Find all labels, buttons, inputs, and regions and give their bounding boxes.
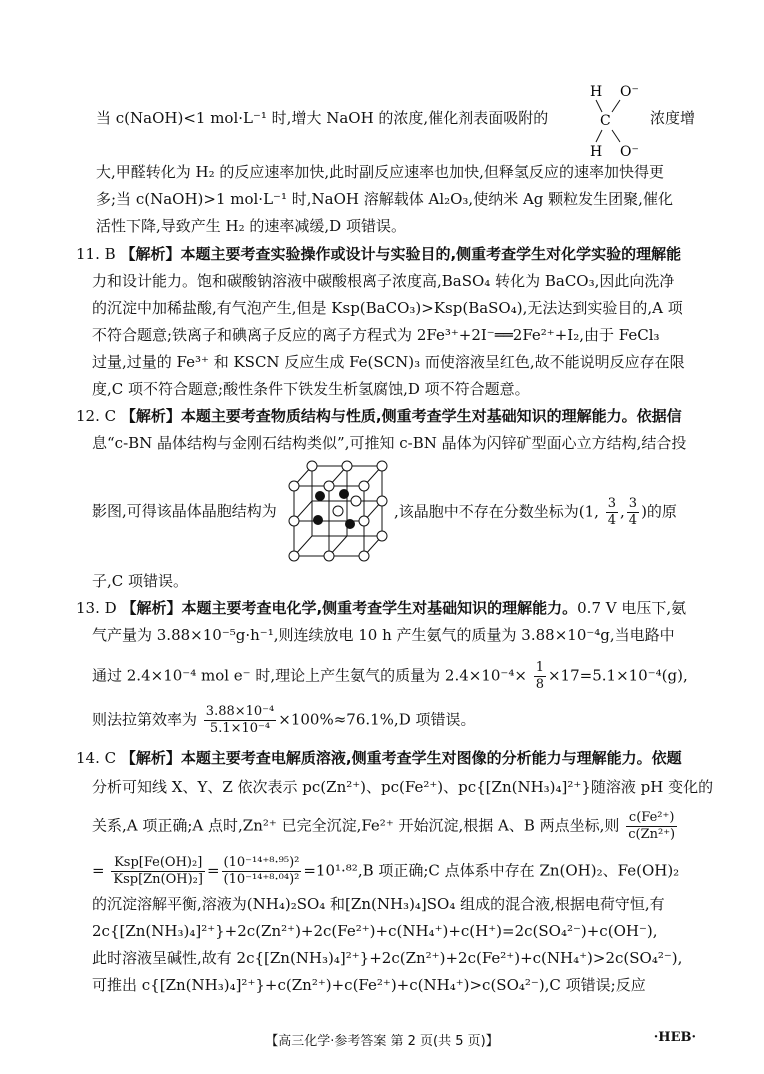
text-line: 不符合题意;铁离子和碘离子反应的离子方程式为 2Fe³⁺+2I⁻══2Fe²⁺+I₂,由于 FeCl₃: [92, 326, 660, 344]
atom-c: C: [600, 113, 611, 129]
fraction: [204, 704, 276, 737]
text-line: 子,C 项错误。: [92, 572, 189, 590]
text-line: [92, 810, 679, 843]
text-line: 气产量为 3.88×10⁻⁵g·h⁻¹,则连续放电 10 h 产生氨气的质量为 3.88×10⁻⁴g,当电路中: [92, 626, 675, 644]
atom-h: H: [590, 84, 603, 100]
line-part: 0.7 V 电压下,氨: [577, 599, 687, 617]
page-footer: 【高三化学·参考答案 第 2 页(共 5 页)】: [265, 1034, 499, 1049]
fraction: [626, 810, 677, 843]
fraction: [534, 660, 546, 693]
text-line: 可推出 c{[Zn(NH₃)₄]²⁺}+c(Zn²⁺)+c(Fe²⁺)+c(NH₄⁺)>c(SO₄²⁻),C 项错误;反应: [92, 976, 646, 994]
formaldehyde-anion-structure: [562, 80, 642, 160]
text-line: 多;当 c(NaOH)>1 mol·L⁻¹ 时,NaOH 溶解载体 Al₂O₃,使纳米 Ag 颗粒发生团聚,催化: [96, 190, 673, 208]
line-part: 通过 2.4×10⁻⁴ mol e⁻ 时,理论上产生氨气的质量为 2.4×10⁻⁴×: [92, 666, 527, 685]
text-line: 2c{[Zn(NH₃)₄]²⁺}+2c(Zn²⁺)+2c(Fe²⁺)+c(NH₄⁺)+c(H⁺)=2c(SO₄²⁻)+c(OH⁻),: [92, 922, 658, 940]
text-line: ,该晶胞中不存在分数坐标为(1, $\frac{3}{4}$ , $\frac{3}{4}$ )的原: [394, 496, 677, 528]
text-line: 过量,过量的 Fe³⁺ 和 KSCN 反应生成 Fe(SCN)₃ 而使溶液呈红色,故不能说明反应存在限: [92, 353, 685, 371]
text-line: 度,C 项不符合题意;酸性条件下铁发生析氢腐蚀,D 项不符合题意。: [92, 380, 530, 398]
text-line: 此时溶液呈碱性,故有 2c{[Zn(NH₃)₄]²⁺}+2c(Zn²⁺)+2c(Fe²⁺)+c(NH₄⁺)>2c(SO₄²⁻),: [92, 949, 683, 967]
denominator: c(Zn²⁺): [628, 827, 676, 842]
question-14: [76, 747, 682, 769]
line-part: =: [92, 861, 105, 880]
numerator: 3.88×10⁻⁴: [205, 704, 275, 719]
text-line: [92, 500, 277, 522]
question-13: [76, 597, 686, 619]
question-11: [76, 243, 681, 265]
line-part: 关系,A 项正确;A 点时,Zn²⁺ 已完全沉淀,Fe²⁺ 开始沉淀,根据 A、B 两点坐标,则: [92, 816, 620, 835]
line-part: ×100%≈76.1%,D 项错误。: [278, 710, 476, 729]
atom-h: H: [590, 144, 603, 160]
denominator: 4: [628, 513, 638, 528]
text-line: 活性下降,导致产生 H₂ 的速率减缓,D 项错误。: [96, 217, 406, 235]
analysis-heading: 【解析】本题主要考查物质结构与性质,侧重考查学生对基础知识的理解能力。依据信: [120, 407, 682, 425]
numerator: c(Fe²⁺): [626, 810, 677, 827]
question-number: 12. C: [76, 407, 117, 425]
analysis-heading: 【解析】本题主要考查电化学,侧重考查学生对基础知识的理解能力。: [121, 599, 578, 617]
text-line: [96, 107, 548, 129]
numerator: 3: [607, 496, 616, 511]
text-line: [92, 660, 688, 693]
text-line: 息“c-BN 晶体结构与金刚石结构类似”,可推知 c-BN 晶体为闪锌矿型面心立方结构,结合投: [92, 434, 687, 452]
text-line: 大,甲醛转化为 H₂ 的反应速率加快,此时副反应速率也加快,但释氢反应的速率加快得更: [96, 163, 664, 181]
fraction: [222, 855, 302, 888]
numerator: 1: [535, 660, 544, 675]
text-line: 的沉淀溶解平衡,溶液为(NH₄)₂SO₄ 和[Zn(NH₃)₄]SO₄ 组成的混合液,根据电荷守恒,有: [92, 895, 665, 913]
text-line: [92, 855, 679, 888]
fraction: [627, 496, 639, 529]
bond: [612, 130, 620, 142]
denominator: Ksp[Zn(OH)₂]: [113, 872, 203, 887]
question-12: [76, 405, 682, 427]
line-part: ,该晶胞中不存在分数坐标为(1,: [394, 502, 599, 521]
text-line: 力和设计能力。饱和碳酸钠溶液中碳酸根离子浓度高,BaSO₄ 转化为 BaCO₃,因此向洗净: [92, 272, 675, 290]
bond: [612, 100, 620, 112]
bond: [596, 130, 602, 142]
analysis-heading: 【解析】本题主要考查电解质溶液,侧重考查学生对图像的分析能力与理解能力。依题: [120, 749, 682, 767]
text-line: [92, 704, 475, 737]
numerator: (10⁻¹⁴⁺⁸·⁹⁵)²: [223, 855, 300, 870]
text-line: 的沉淀中加稀盐酸,有气泡产生,但是 Ksp(BaCO₃)>Ksp(BaSO₄),无法达到实验目的,A 项: [92, 299, 683, 317]
question-number: 11. B: [76, 245, 116, 263]
question-number: 13. D: [76, 599, 117, 617]
question-number: 14. C: [76, 749, 117, 767]
text-line: [650, 107, 695, 129]
document-code: ·HEB·: [653, 1030, 696, 1045]
crystal-cell-diagram: [288, 458, 388, 566]
denominator: 5.1×10⁻⁴: [209, 721, 271, 736]
line-part: 浓度增: [650, 109, 696, 127]
line-part: =10¹·⁸²,B 项正确;C 点体系中存在 Zn(OH)₂、Fe(OH)₂: [303, 861, 680, 880]
denominator: 4: [607, 513, 616, 528]
denominator: 8: [535, 677, 544, 692]
numerator: Ksp[Fe(OH)₂]: [111, 855, 205, 872]
line-part: )的原: [641, 502, 677, 521]
text-line: 分析可知线 X、Y、Z 依次表示 pc(Zn²⁺)、pc(Fe²⁺)、pc{[Zn(NH₃)₄]²⁺}随溶液 pH 变化的: [92, 778, 714, 796]
bond: [596, 100, 602, 112]
line-part: =: [206, 861, 220, 880]
line-part: 则法拉第效率为: [92, 710, 198, 729]
fraction: [606, 496, 618, 529]
atom-o: O⁻: [620, 84, 639, 100]
atom-o: O⁻: [620, 144, 639, 160]
fraction: [111, 855, 205, 888]
analysis-heading: 【解析】本题主要考查实验操作或设计与实验目的,侧重考查学生对化学实验的理解能: [120, 245, 682, 263]
line-part: ×17=5.1×10⁻⁴(g),: [547, 666, 688, 685]
line-part: 影图,可得该晶体晶胞结构为: [92, 502, 277, 520]
line-part: 当 c(NaOH)<1 mol·L⁻¹ 时,增大 NaOH 的浓度,催化剂表面吸附的: [96, 109, 549, 127]
numerator: 3: [628, 496, 638, 511]
denominator: (10⁻¹⁴⁺⁸·⁰⁴)²: [223, 872, 300, 887]
